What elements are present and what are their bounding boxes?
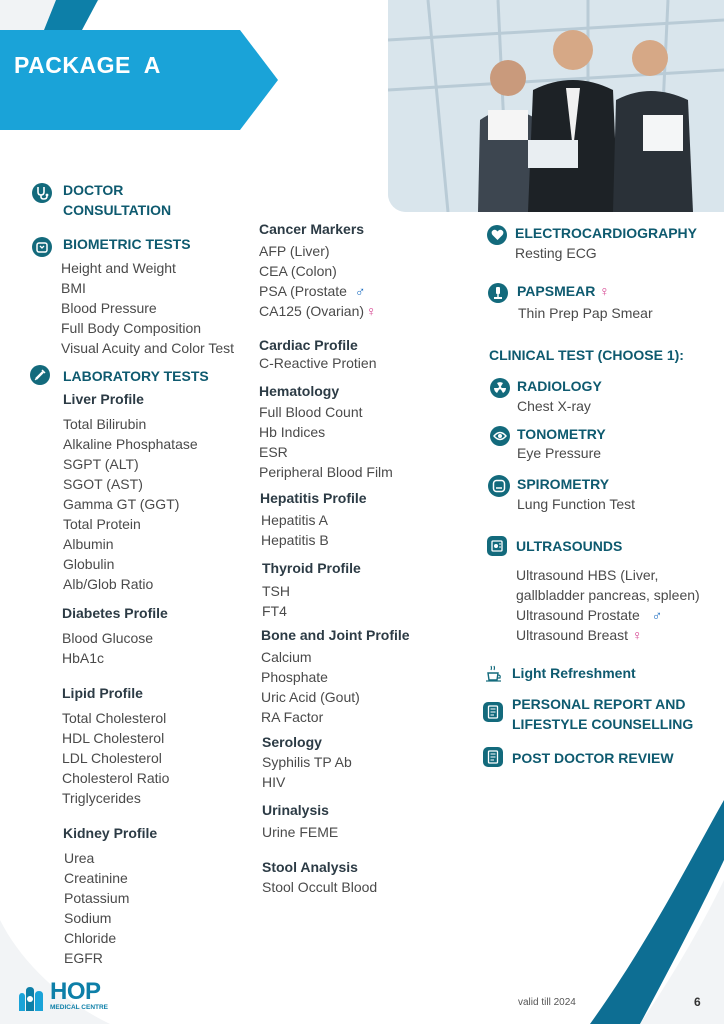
kidney-list (64, 848, 129, 968)
spirometry-item: Lung Function Test (517, 496, 636, 512)
papsmear-heading (517, 281, 610, 301)
list-item: Blood Pressure (61, 300, 157, 316)
list-item: Alkaline Phosphatase (63, 436, 198, 452)
hematology-list (259, 402, 393, 482)
logo-text: HOP (50, 978, 101, 1005)
cardiac-list (259, 353, 377, 373)
cardiac-profile-heading: Cardiac Profile (259, 337, 358, 353)
list-item: Cholesterol Ratio (62, 770, 170, 786)
list-item: Full Body Composition (61, 320, 202, 336)
urinalysis-heading: Urinalysis (262, 802, 329, 818)
diabetes-list (62, 628, 153, 668)
radiology-heading: RADIOLOGY (517, 378, 602, 394)
list-item: Ultrasound HBS (Liver, (516, 567, 659, 583)
report-icon (483, 747, 503, 767)
male-icon: ♂ (354, 283, 366, 299)
title-banner (0, 30, 278, 130)
kidney-profile-heading: Kidney Profile (63, 825, 158, 841)
list-item: Globulin (63, 556, 115, 572)
logo-subtext: MEDICAL CENTRE (50, 1004, 109, 1011)
personal-report-heading (512, 694, 693, 734)
logo-hands-icon (16, 985, 50, 1011)
lipid-list (62, 708, 169, 808)
stool-analysis-heading: Stool Analysis (262, 859, 358, 875)
biometric-tests-heading: BIOMETRIC TESTS (63, 236, 191, 252)
list-item: Triglycerides (62, 790, 141, 806)
diabetes-profile-heading: Diabetes Profile (62, 605, 168, 621)
list-item: TSH (262, 583, 290, 599)
doctor-consultation-heading (63, 180, 171, 220)
business-people-photo (388, 0, 724, 212)
ecg-item: Resting ECG (515, 245, 597, 261)
urinalysis-list (262, 822, 338, 842)
clinical-test-heading: CLINICAL TEST (CHOOSE 1): (489, 347, 684, 363)
list-item: Calcium (261, 649, 312, 665)
list-item: AFP (Liver) (259, 243, 330, 259)
photo-illustration (388, 0, 724, 212)
list-item: Hb Indices (259, 424, 326, 440)
radiation-icon (490, 378, 510, 398)
list-item: SGOT (AST) (63, 476, 143, 492)
list-item: Visual Acuity and Color Test (61, 340, 235, 356)
list-item: Albumin (63, 536, 114, 552)
report-label-line1: PERSONAL REPORT AND (512, 696, 686, 712)
thyroid-list (262, 581, 290, 621)
serology-heading: Serology (262, 734, 322, 750)
ultrasounds-heading: ULTRASOUNDS (516, 538, 623, 554)
ultrasound-list (516, 565, 700, 645)
list-item: SGPT (ALT) (63, 456, 139, 472)
papsmear-item: Thin Prep Pap Smear (518, 305, 653, 321)
list-item: Total Protein (63, 516, 141, 532)
thyroid-profile-heading: Thyroid Profile (262, 560, 361, 576)
list-item: CEA (Colon) (259, 263, 337, 279)
list-item-ca125 (259, 301, 377, 321)
list-item: Uric Acid (Gout) (261, 689, 360, 705)
heart-icon (487, 225, 507, 245)
list-item: Stool Occult Blood (262, 879, 378, 895)
stethoscope-icon (32, 183, 52, 203)
cancer-markers-heading: Cancer Markers (259, 221, 365, 237)
ultrasound-icon (487, 536, 507, 556)
light-refreshment-label: Light Refreshment (512, 665, 636, 681)
list-item: Height and Weight (61, 260, 176, 276)
tonometry-item: Eye Pressure (517, 445, 602, 461)
hepatitis-list (261, 510, 329, 550)
list-item: ESR (259, 444, 288, 460)
list-item: Phosphate (261, 669, 328, 685)
post-doctor-review-heading: POST DOCTOR REVIEW (512, 750, 674, 766)
list-item: Urine FEME (262, 824, 339, 840)
list-item-psa (259, 281, 377, 301)
list-item: Potassium (64, 890, 130, 906)
ca125-text: CA125 (Ovarian) (259, 303, 365, 319)
doctor-label-line1: DOCTOR (63, 182, 124, 198)
list-item: Hepatitis B (261, 532, 329, 548)
list-item: Creatinine (64, 870, 128, 886)
female-icon: ♀ (631, 627, 643, 643)
psa-text: PSA (Prostate (259, 283, 347, 299)
list-item: FT4 (262, 603, 287, 619)
list-item: Hepatitis A (261, 512, 328, 528)
laboratory-tests-heading: LABORATORY TESTS (63, 368, 209, 384)
tonometry-heading: TONOMETRY (517, 426, 606, 442)
list-item: Alb/Glob Ratio (63, 576, 154, 592)
list-item: LDL Cholesterol (62, 750, 162, 766)
list-item: Gamma GT (GGT) (63, 496, 180, 512)
list-item: Blood Glucose (62, 630, 154, 646)
list-item: RA Factor (261, 709, 324, 725)
report-icon (483, 702, 503, 722)
hepatitis-profile-heading: Hepatitis Profile (260, 490, 367, 506)
list-item: BMI (61, 280, 86, 296)
spirometry-heading: SPIROMETRY (517, 476, 610, 492)
list-item-prostate (516, 605, 700, 625)
hematology-heading: Hematology (259, 383, 340, 399)
list-item: EGFR (64, 950, 103, 966)
list-item: Chloride (64, 930, 117, 946)
list-item: HDL Cholesterol (62, 730, 165, 746)
male-icon: ♂ (651, 607, 663, 623)
female-icon: ♀ (599, 283, 610, 299)
list-item: Urea (64, 850, 95, 866)
list-item: Full Blood Count (259, 404, 363, 420)
liver-profile-heading: Liver Profile (63, 391, 144, 407)
list-item: C-Reactive Protien (259, 355, 377, 371)
lungs-icon (488, 475, 510, 497)
list-item: gallbladder pancreas, spleen) (516, 587, 700, 603)
syringe-icon (30, 365, 50, 385)
prostate-text: Ultrasound Prostate (516, 607, 640, 623)
serology-list (262, 752, 352, 792)
list-item: Total Cholesterol (62, 710, 167, 726)
validity-note: valid till 2024 (518, 997, 576, 1008)
doctor-label-line2: CONSULTATION (63, 202, 172, 218)
microscope-icon (488, 283, 508, 303)
eye-icon (490, 426, 510, 446)
bone-list (261, 647, 360, 727)
cancer-list (259, 241, 377, 321)
stool-list (262, 877, 377, 897)
radiology-item: Chest X-ray (517, 398, 591, 414)
list-item: HbA1c (62, 650, 105, 666)
list-item: Peripheral Blood Film (259, 464, 393, 480)
liver-list (63, 414, 198, 594)
list-item: Syphilis TP Ab (262, 754, 352, 770)
report-label-line2: LIFESTYLE COUNSELLING (512, 716, 694, 732)
lipid-profile-heading: Lipid Profile (62, 685, 143, 701)
breast-text: Ultrasound Breast (516, 627, 629, 643)
page-number: 6 (694, 995, 701, 1009)
page-title: PACKAGE A (14, 52, 161, 78)
list-item: Total Bilirubin (63, 416, 147, 432)
papsmear-label: PAPSMEAR (517, 283, 596, 299)
ecg-heading: ELECTROCARDIOGRAPHY (515, 225, 698, 241)
coffee-icon (484, 663, 504, 683)
list-item: HIV (262, 774, 286, 790)
list-item-breast (516, 625, 700, 645)
bone-joint-heading: Bone and Joint Profile (261, 627, 410, 643)
list-item: Sodium (64, 910, 112, 926)
scale-icon (32, 237, 52, 257)
female-icon: ♀ (366, 303, 377, 319)
biometric-list (61, 258, 234, 358)
